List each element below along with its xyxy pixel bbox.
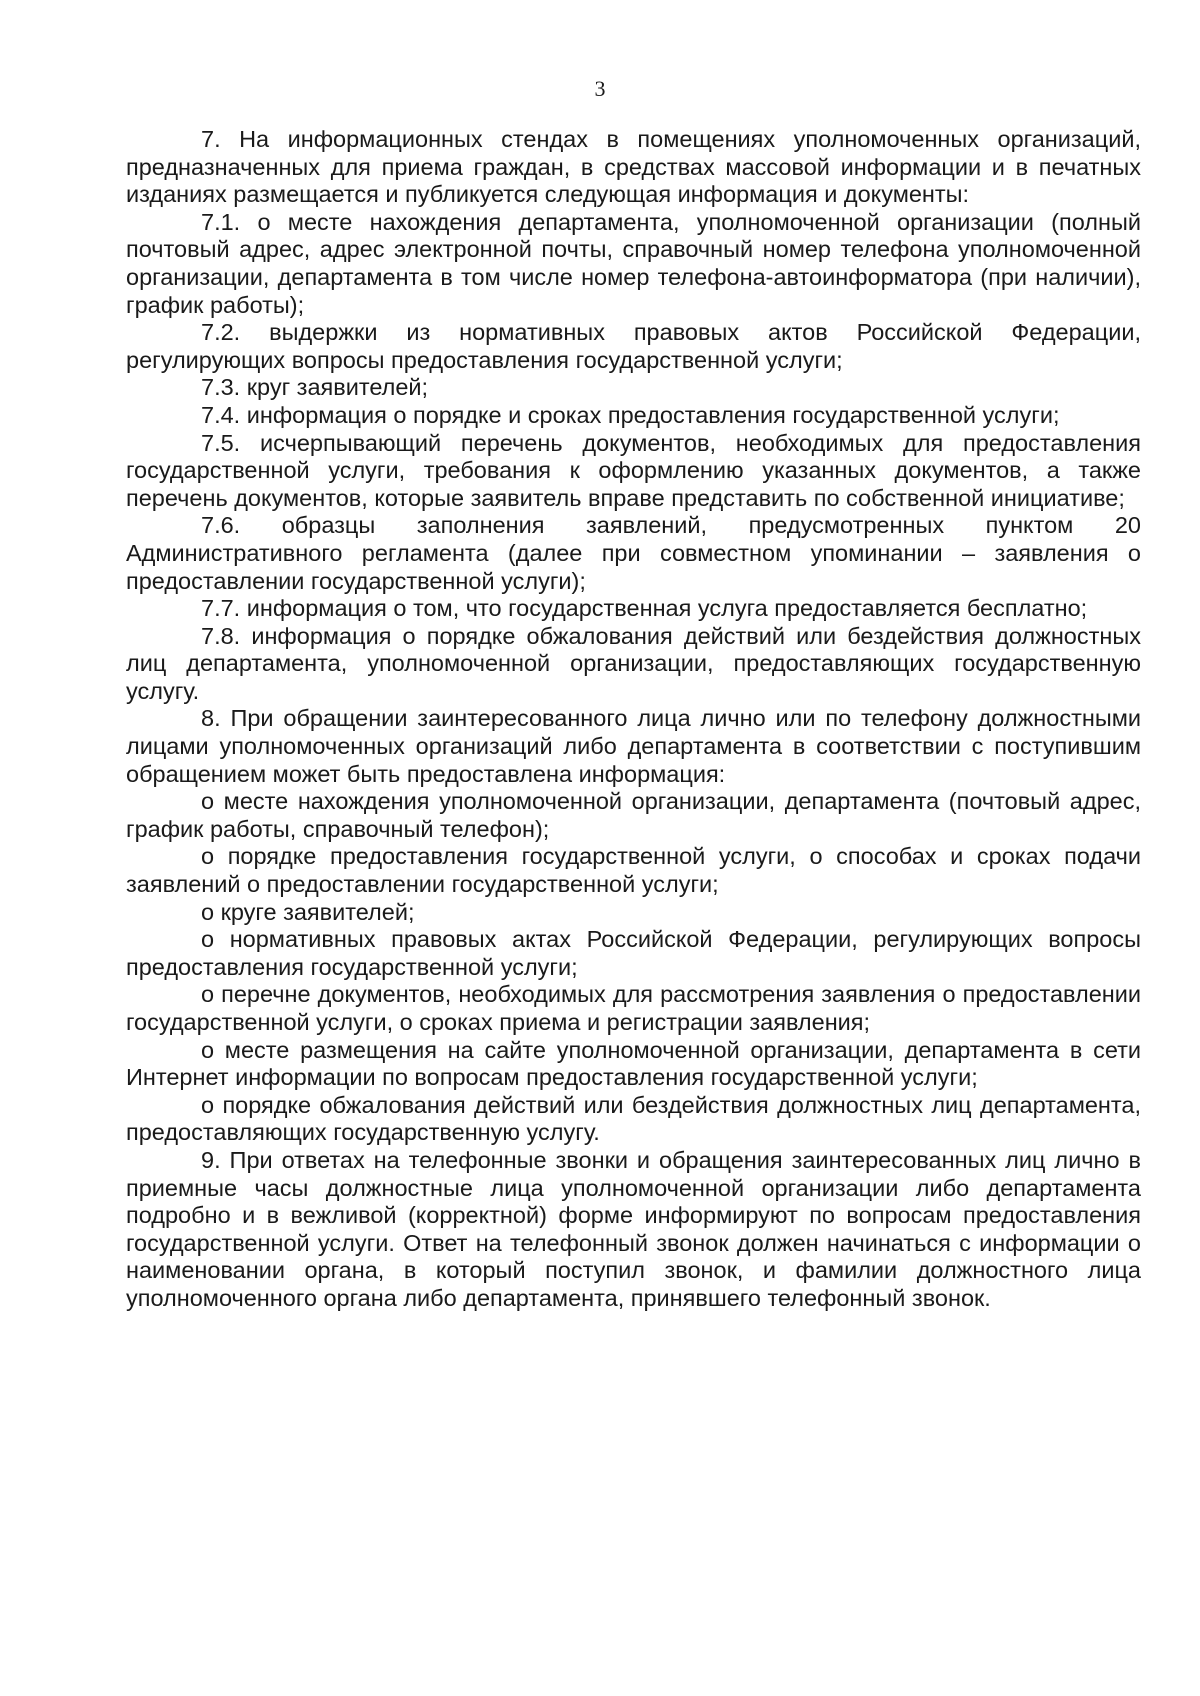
paragraph-7-6: 7.6. образцы заполнения заявлений, предусмотренных пунктом 20 Административного регламента (далее при совместном упоминании – заявления о предоставлении государственной услуги); (126, 512, 1141, 594)
paragraph-8: 8. При обращении заинтересованного лица лично или по телефону должностными лицами уполномоченных организаций либо департамента в соответствии с поступившим обращением может быть предоставлена информация: (126, 705, 1141, 787)
paragraph-7-3: 7.3. круг заявителей; (201, 374, 429, 401)
paragraph-8-procedure: о порядке предоставления государственной услуги, о способах и сроках подачи заявлений о предоставлении государственной услуги; (126, 843, 1141, 898)
document-body (126, 126, 1141, 1313)
paragraph-8-appeal: о порядке обжалования действий или бездействия должностных лиц департамента, предоставляющих государственную услугу. (126, 1091, 1141, 1146)
paragraph-7-5: 7.5. исчерпывающий перечень документов, необходимых для предоставления государственной услуги, требования к оформлению указанных документов, а также перечень документов, которые заявитель вправе представить по собственной инициативе; (126, 429, 1141, 511)
paragraph-8-documents: о перечне документов, необходимых для рассмотрения заявления о предоставлении государственной услуги, о сроках приема и регистрации заявления; (126, 981, 1141, 1035)
paragraph-7-2: 7.2. выдержки из нормативных правовых актов Российской Федерации, регулирующих вопросы предоставления государственной услуги; (126, 319, 1141, 373)
paragraph-7: 7. На информационных стендах в помещениях уполномоченных организаций, предназначенных для приема граждан, в средствах массовой информации и в печатных изданиях размещается и публикуется следующая информация и документы: (126, 126, 1141, 208)
page-number: 3 (594, 76, 606, 101)
paragraph-7-8: 7.8. информация о порядке обжалования действий или бездействия должностных лиц департамента, уполномоченной организации, предоставляющих государственную услугу. (126, 622, 1141, 704)
paragraph-8-website: о месте размещения на сайте уполномоченной организации, департамента в сети Интернет информации по вопросам предоставления государственной услуги; (126, 1036, 1141, 1091)
paragraph-7-1: 7.1. о месте нахождения департамента, уполномоченной организации (полный почтовый адрес, адрес электронной почты, справочный номер телефона уполномоченной организации, департамента в том числе номер телефона-автоинформатора (при наличии), график работы); (126, 208, 1141, 318)
paragraph-8-location: о месте нахождения уполномоченной организации, департамента (почтовый адрес, график работы, справочный телефон); (126, 788, 1141, 842)
paragraph-7-7: 7.7. информация о том, что государственная услуга предоставляется бесплатно; (201, 595, 1088, 622)
paragraph-9: 9. При ответах на телефонные звонки и обращения заинтересованных лиц лично в приемные часы должностные лица уполномоченной организации либо департамента подробно и в вежливой (корректной) форме информируют по вопросам предоставления государственной услуги. Ответ на телефонный звонок должен начинаться с информации о наименовании органа, в который поступил звонок, и фамилии должностного лица уполномоченного органа либо департамента, принявшего телефонный звонок. (126, 1146, 1141, 1311)
paragraph-8-legal-acts: о нормативных правовых актах Российской Федерации, регулирующих вопросы предоставления государственной услуги; (126, 926, 1141, 980)
paragraph-7-4: 7.4. информация о порядке и сроках предоставления государственной услуги; (201, 401, 1060, 428)
paragraph-8-applicants: о круге заявителей; (201, 898, 415, 925)
